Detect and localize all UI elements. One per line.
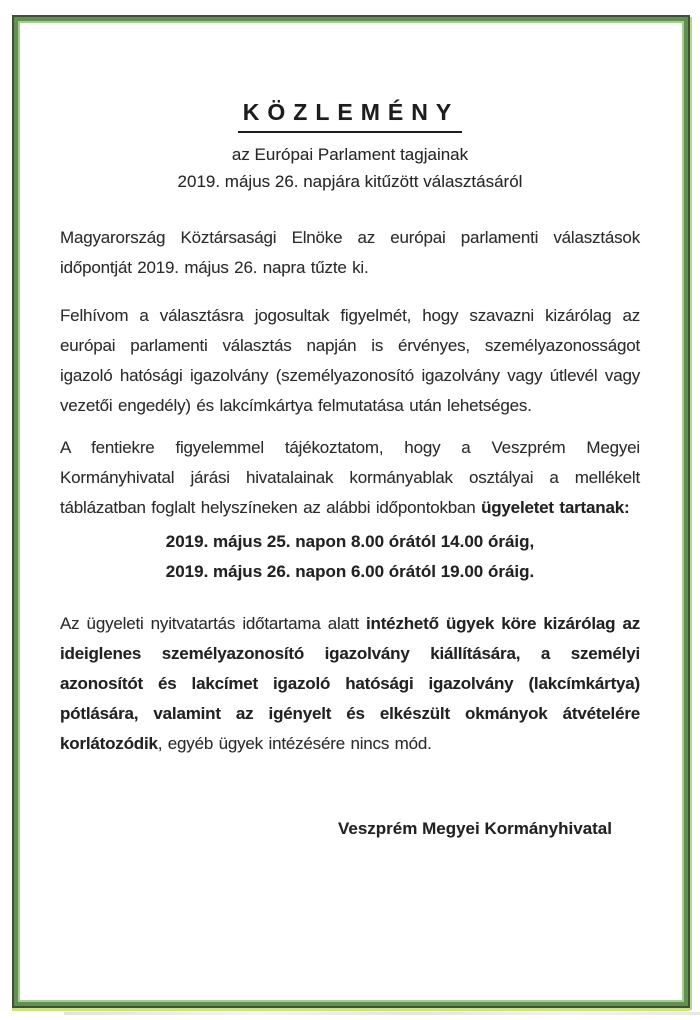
document-subtitle <box>60 141 640 195</box>
frame-mid-layer <box>14 17 688 1006</box>
document-title-text: KÖZLEMÉNY <box>238 97 462 133</box>
paragraph4-normal-start-text: Az ügyeleti nyitvatartás időtartama alatt <box>60 614 367 633</box>
paragraph-election-date: Magyarország Köztársasági Elnöke az európai parlamenti választások időpontját 2019. május 26. napra tűzte ki. <box>60 228 640 277</box>
paragraph4-bold-text: intézhető ügyek köre kizárólag az ideiglenes személyazonosító igazolvány kiállítására, a személyi azonosítót és lakcímet igazoló hatósági igazolvány (lakcímkártya) pótlására, valamint az igényelt és elkészült okmányok átvételére korlátozódik <box>60 614 640 753</box>
subtitle-line-1: az Európai Parlament tagjainak <box>231 145 469 164</box>
paragraph4-normal-end-text: , egyéb ügyek intézésére nincs mód. <box>157 734 432 753</box>
document-title <box>60 97 640 133</box>
subtitle-line-2: 2019. május 26. napjára kitűzött választásáról <box>177 172 523 191</box>
frame-inner-layer <box>18 21 684 1002</box>
document-content <box>20 23 682 1000</box>
scan-artifact-smudge <box>64 1012 700 1015</box>
schedule-line-1: 2019. május 25. napon 8.00 órától 14.00 óráig, <box>165 532 535 551</box>
paragraph-duty-hours-intro <box>60 433 640 523</box>
paragraph3-bold-text: ügyeletet tartanak: <box>481 498 630 517</box>
paragraph3-normal-text: A fentiekre figyelemmel tájékoztatom, hogy a Veszprém Megyei Kormányhivatal járási hivatalainak kormányablak osztályai a mellékelt táblázatban foglalt helyszíneken az alábbi időpontokban <box>60 438 640 517</box>
duty-schedule <box>60 527 640 587</box>
paragraph-services-scope <box>60 609 640 759</box>
document-border-frame <box>12 15 690 1008</box>
signature-line: Veszprém Megyei Kormányhivatal <box>337 819 612 838</box>
schedule-line-2: 2019. május 26. napon 6.00 órától 19.00 óráig. <box>165 562 535 581</box>
paragraph-id-requirements: Felhívom a választásra jogosultak figyelmét, hogy szavazni kizárólag az európai parlamenti választás napján is érvényes, személyazonosságot igazoló hatósági igazolvány (személyazonosító igazolvány vagy útlevél vagy vezetői engedély) és lakcímkártya felmutatása után lehetséges. <box>60 306 640 415</box>
